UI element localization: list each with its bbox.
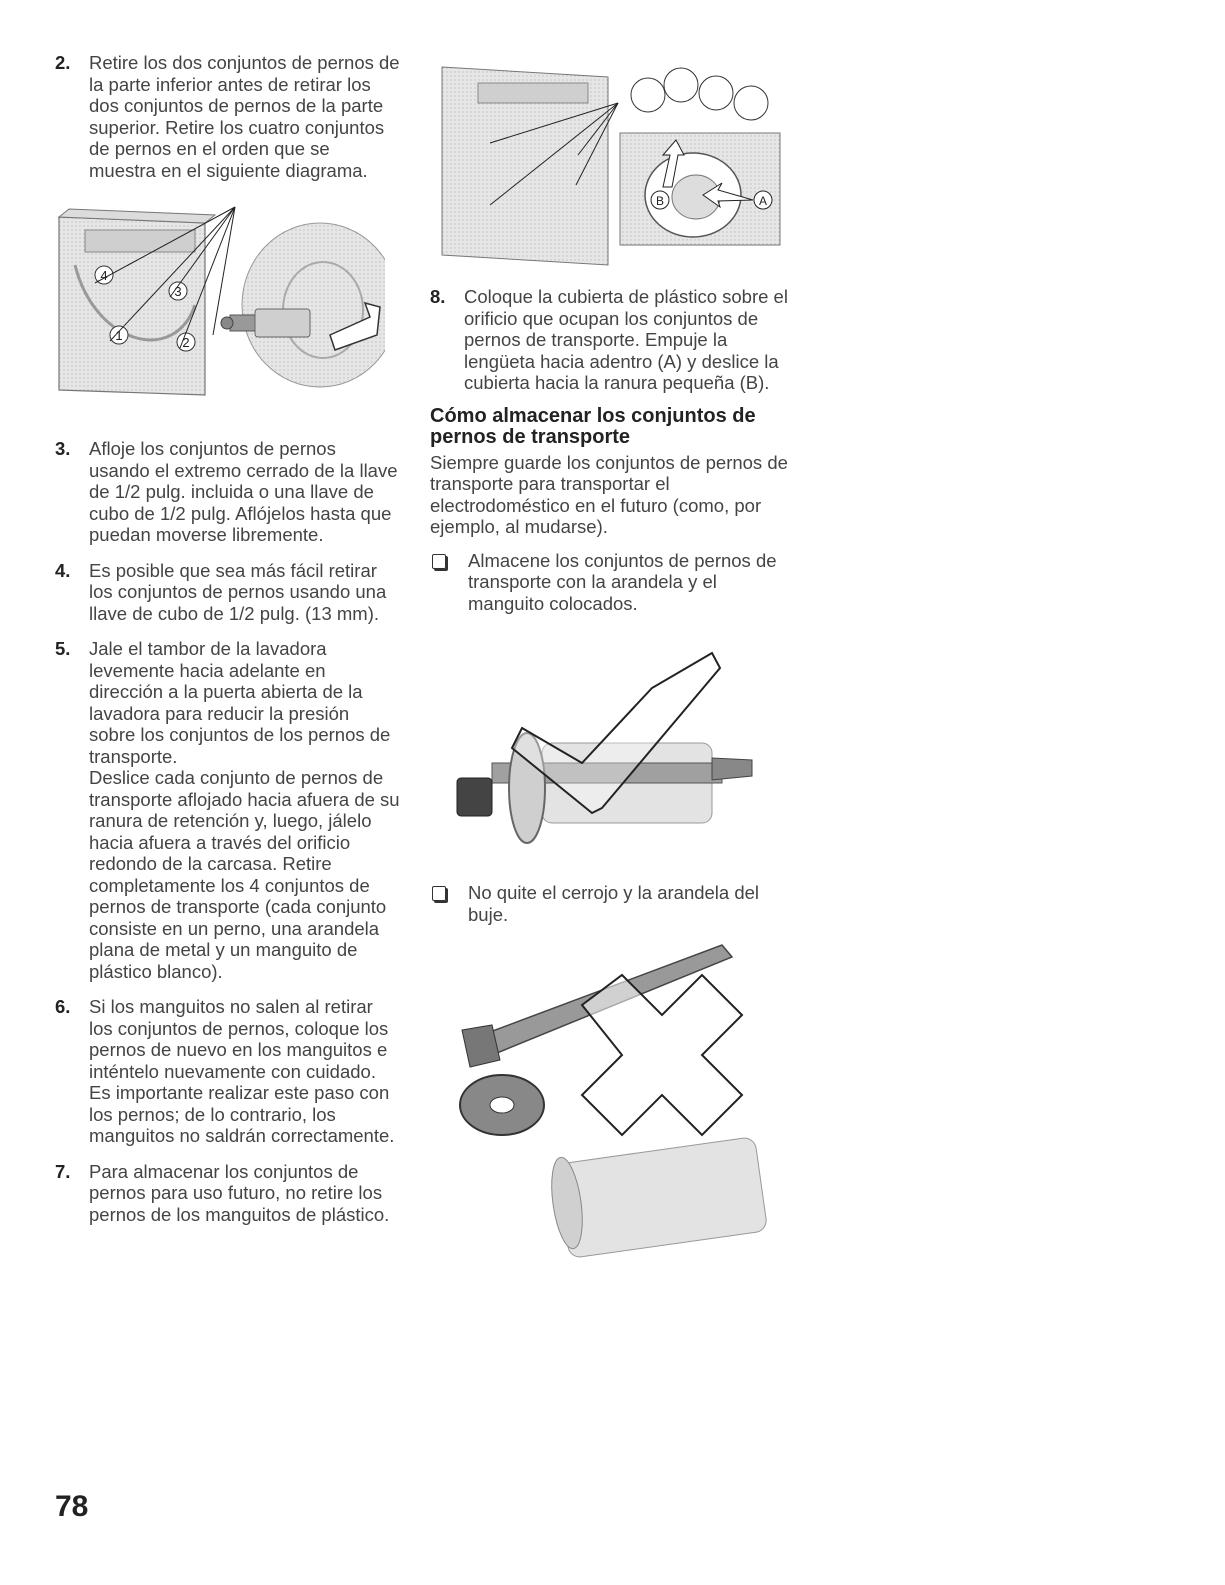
left-column (55, 52, 400, 193)
section-heading: Cómo almacenar los conjuntos de pernos de transporte (430, 404, 756, 448)
step-text: Si los manguitos no salen al retirar los conjuntos de pernos, coloque los pernos de nuevo en los manguitos e inténtelo nuevamente con cuidado. Es importante realizar este paso con los pernos; de lo contrario, los manguitos no saldrán correctamente. (89, 996, 395, 1146)
label-a (754, 191, 772, 209)
step-8 (430, 286, 790, 394)
label-b (651, 191, 669, 209)
step-4 (55, 560, 400, 625)
step-6 (55, 996, 400, 1147)
cover-icons (631, 68, 768, 120)
checkbox-bullet-icon (432, 886, 446, 901)
stored-bolt-assembly-image (452, 648, 782, 863)
step-text: Para almacenar los conjuntos de pernos para uso futuro, no retire los pernos de los manguitos de plástico. (89, 1160, 390, 1225)
svg-text:B: B (655, 194, 665, 208)
bolt-marker-2 (177, 333, 195, 351)
step-5 (55, 638, 400, 982)
step-text: Coloque la cubierta de plástico sobre el orificio que ocupan los conjuntos de pernos de transporte. Empuje la lengüeta hacia adentro (A) y deslice la cubierta hacia la ranura pequeña (B). (464, 286, 788, 393)
right-column (430, 286, 790, 624)
svg-text:1: 1 (115, 328, 123, 343)
disassembled-bolt-image (452, 935, 782, 1265)
plastic-cover-diagram (438, 55, 783, 280)
step-text: Retire los dos conjuntos de pernos de la parte inferior antes de retirar los dos conjuntos de pernos de la parte superior. Retire los cuatro conjuntos de pernos en el orden que se muestra en el siguiente diagrama. (89, 52, 400, 181)
x-mark-icon (582, 975, 742, 1135)
step-text-block (89, 638, 400, 982)
right-column-bullet-2 (430, 882, 790, 935)
bullet-text: No quite el cerrojo y la arandela del buje. (468, 882, 760, 925)
step-number: 8. (430, 286, 446, 307)
svg-text:4: 4 (100, 268, 108, 283)
page-number: 78 (55, 1490, 89, 1523)
step-number: 7. (55, 1160, 71, 1182)
left-column-steps (55, 438, 400, 1237)
step-7 (55, 1161, 400, 1226)
step-text-continued: Deslice cada conjunto de pernos de transporte aflojado hacia afuera de su ranura de retención y, luego, jálelo hacia afuera a través del orificio redondo de la carcasa. Retire completamente los 4 conjuntos de pernos de transporte (cada conjunto consiste en un perno, una arandela plana de metal y un manguito de plástico blanco). (89, 767, 400, 982)
step-number: 6. (55, 996, 71, 1017)
bullet-do-not-remove (430, 882, 790, 925)
step-number: 4. (55, 559, 71, 581)
step-number: 2. (55, 52, 71, 73)
svg-text:A: A (758, 194, 768, 208)
step-number: 5. (55, 638, 71, 659)
svg-text:3: 3 (174, 284, 182, 299)
step-3 (55, 438, 400, 546)
bullet-store (430, 550, 790, 615)
step-text: Jale el tambor de la lavadora levemente hacia adelante en dirección a la puerta abierta de la lavadora para reducir la presión sobre los conjuntos de los pernos de transporte. (89, 638, 391, 767)
bolt-marker-3 (169, 282, 187, 300)
step-number: 3. (55, 438, 71, 459)
bolt-marker-1 (110, 326, 128, 344)
step-text: Es posible que sea más fácil retirar los conjuntos de pernos usando una llave de cubo de 1/2 pulg. (13 mm). (89, 559, 387, 624)
bullet-text: Almacene los conjuntos de pernos de transporte con la arandela y el manguito colocados. (468, 549, 777, 614)
step-text: Afloje los conjuntos de pernos usando el extremo cerrado de la llave de 1/2 pulg. incluida o una llave de cubo de 1/2 pulg. Aflójelos hasta que puedan moverse libremente. (89, 438, 398, 545)
checkbox-bullet-icon (432, 554, 446, 569)
section-body: Siempre guarde los conjuntos de pernos de transporte para transportar el electrodoméstico en el futuro (como, por ejemplo, al mudarse). (430, 451, 788, 537)
bolt-removal-diagram (55, 205, 385, 405)
svg-text:2: 2 (182, 335, 190, 350)
step-2 (55, 52, 400, 181)
